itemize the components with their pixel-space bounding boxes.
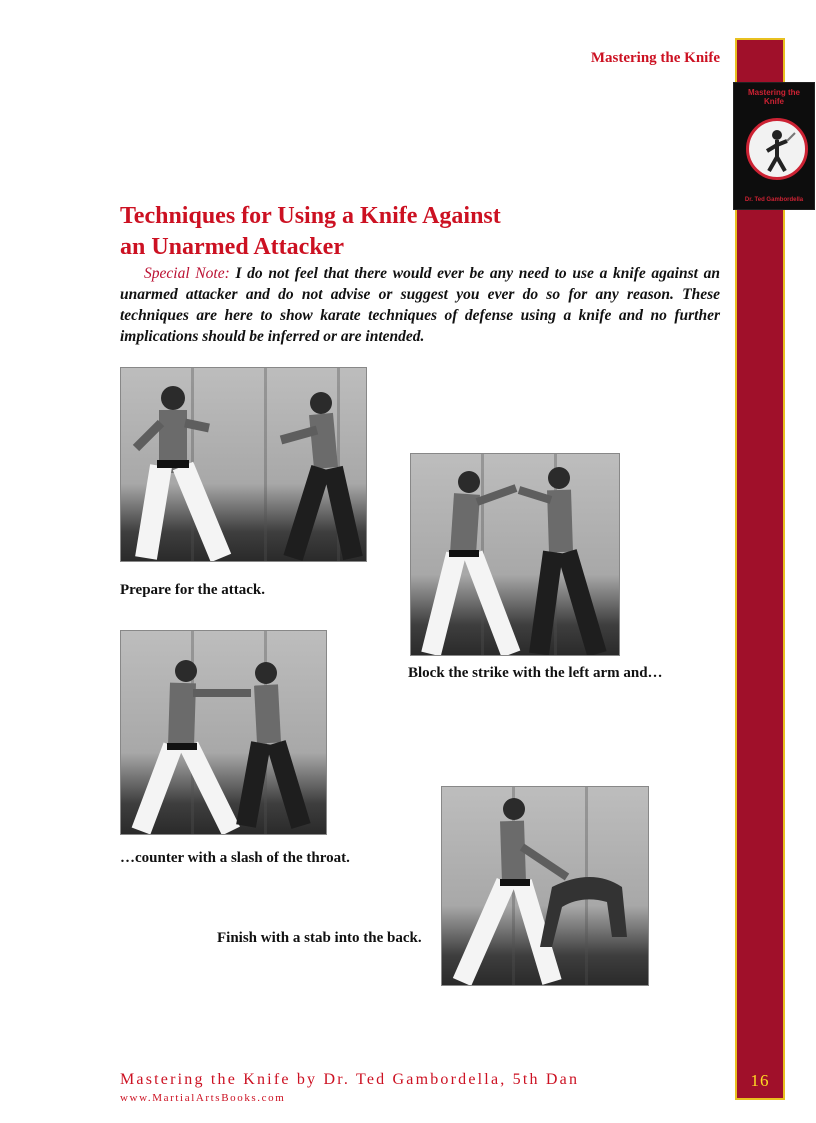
book-cover-thumbnail[interactable] xyxy=(733,82,815,210)
caption-finish: Finish with a stab into the back. xyxy=(217,930,422,946)
special-note xyxy=(120,263,720,347)
caption-counter: …counter with a slash of the throat. xyxy=(120,850,350,866)
footer-title: Mastering the Knife by Dr. Ted Gambordella, 5th Dan xyxy=(120,1071,580,1088)
special-note-text: I do not feel that there would ever be any need to use a knife against an unarmed attacker and do not advise or suggest you ever do so for any reason. These techniques are here to show karate techniques of defense using a knife and no further implications should be inferred or are intended. xyxy=(120,265,721,345)
section-title xyxy=(120,201,640,263)
cover-author: Dr. Ted Gambordella xyxy=(744,197,804,203)
running-header: Mastering the Knife xyxy=(590,50,720,66)
photo-counter xyxy=(120,630,327,835)
knife-fighter-icon xyxy=(746,118,808,180)
special-note-label: Special Note: xyxy=(144,265,230,282)
section-title-line1: Techniques for Using a Knife Against xyxy=(120,203,501,229)
caption-block: Block the strike with the left arm and… xyxy=(408,665,663,681)
photo-prepare xyxy=(120,367,367,562)
photo-block xyxy=(410,453,620,656)
photo-finish xyxy=(441,786,649,986)
cover-title: Mastering the Knife xyxy=(747,88,800,106)
caption-prepare: Prepare for the attack. xyxy=(120,582,265,598)
footer-url[interactable]: www.MartialArtsBooks.com xyxy=(120,1092,286,1104)
page-number: 16 xyxy=(750,1071,770,1090)
section-title-line2: an Unarmed Attacker xyxy=(120,234,344,260)
